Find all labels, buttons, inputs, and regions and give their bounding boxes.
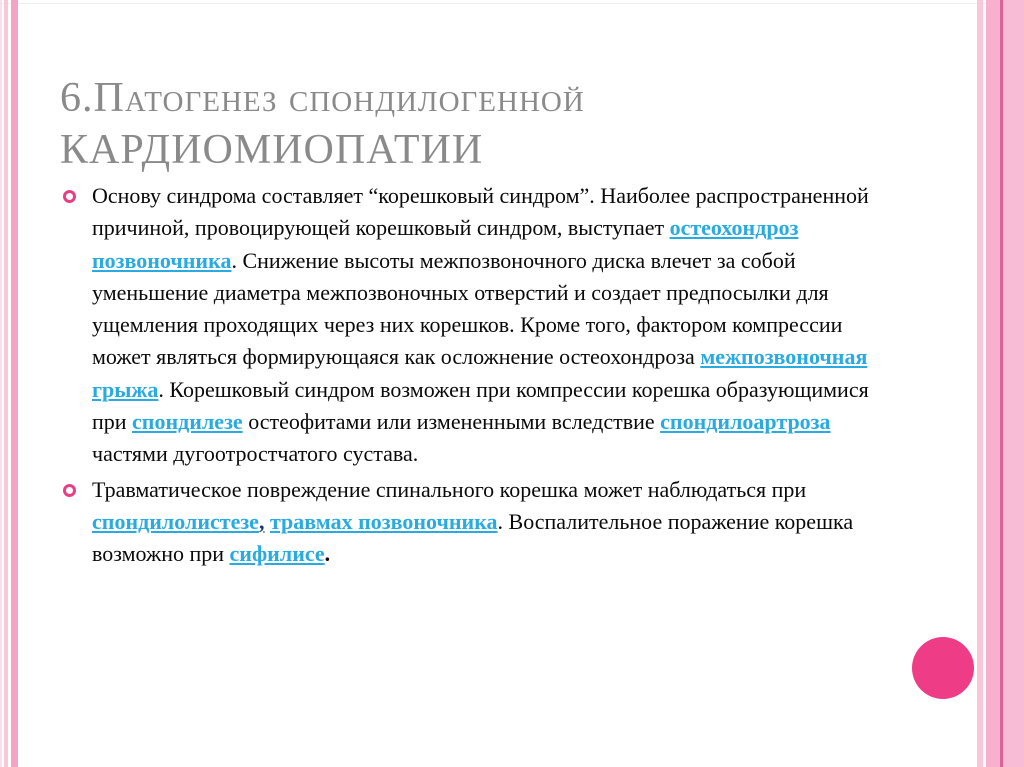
bullet-list: [60, 180, 876, 571]
text-segment: . Воспалительное поражение корешка возможно при: [92, 508, 854, 567]
text-segment: .: [324, 541, 331, 567]
hyperlink[interactable]: спондилолистезе: [92, 508, 259, 534]
bullet-ring-icon: [63, 190, 76, 203]
right-band-inner: [986, 0, 1000, 767]
text-segment: остеофитами или измененными вследствие: [242, 409, 661, 435]
slide-title-line1: 6.Патогенез спондилогенной: [60, 75, 585, 122]
bullet-text: [92, 474, 876, 571]
left-thin-stripe: [4, 0, 8, 767]
text-segment: . Корешковый синдром возможен при компрессии корешка образующимися при: [92, 376, 869, 435]
text-segment: . Снижение высоты межпозвоночного диска влечет за собой уменьшение диаметра межпозвоночных отверстий и создает предпосылки для ущемления проходящих через них корешков. Кроме того, фактором компрессии может являться формирующаяся как осложнение остеохондроза: [92, 247, 843, 370]
text-segment: ,: [258, 508, 265, 534]
bullet-item: [60, 474, 876, 571]
hyperlink[interactable]: спондилоартроза: [660, 409, 831, 435]
text-segment: Основу синдрома составляет “корешковый синдром”. Наиболее распространенной причиной, провоцирующей корешковый синдром, выступает: [92, 183, 869, 241]
right-band-outer: [1003, 0, 1024, 767]
slide-body: [60, 180, 876, 574]
hyperlink[interactable]: травмах позвоночника: [269, 508, 498, 534]
right-thin-stripe: [977, 0, 983, 767]
text-segment: Травматическое повреждение спинального корешка может наблюдаться при: [92, 476, 807, 502]
left-thick-stripe: [11, 0, 18, 767]
slide-top-edge-line: [0, 3, 1024, 4]
bullet-text: [92, 180, 876, 471]
slide-title-line2: КАРДИОМИОПАТИИ: [60, 127, 484, 174]
slide-title: [60, 72, 820, 176]
left-edge-stripe: [0, 0, 2, 767]
hyperlink[interactable]: остеохондроз позвоночника: [92, 215, 799, 273]
bullet-ring-icon: [63, 484, 76, 497]
bullet-item: [60, 180, 876, 471]
accent-circle-decoration: [912, 637, 974, 699]
hyperlink[interactable]: спондилезе: [132, 409, 243, 435]
hyperlink[interactable]: межпозвоночная грыжа: [92, 344, 868, 402]
text-segment: частями дугоотростчатого сустава.: [92, 441, 419, 467]
hyperlink[interactable]: сифилисе: [229, 541, 325, 567]
